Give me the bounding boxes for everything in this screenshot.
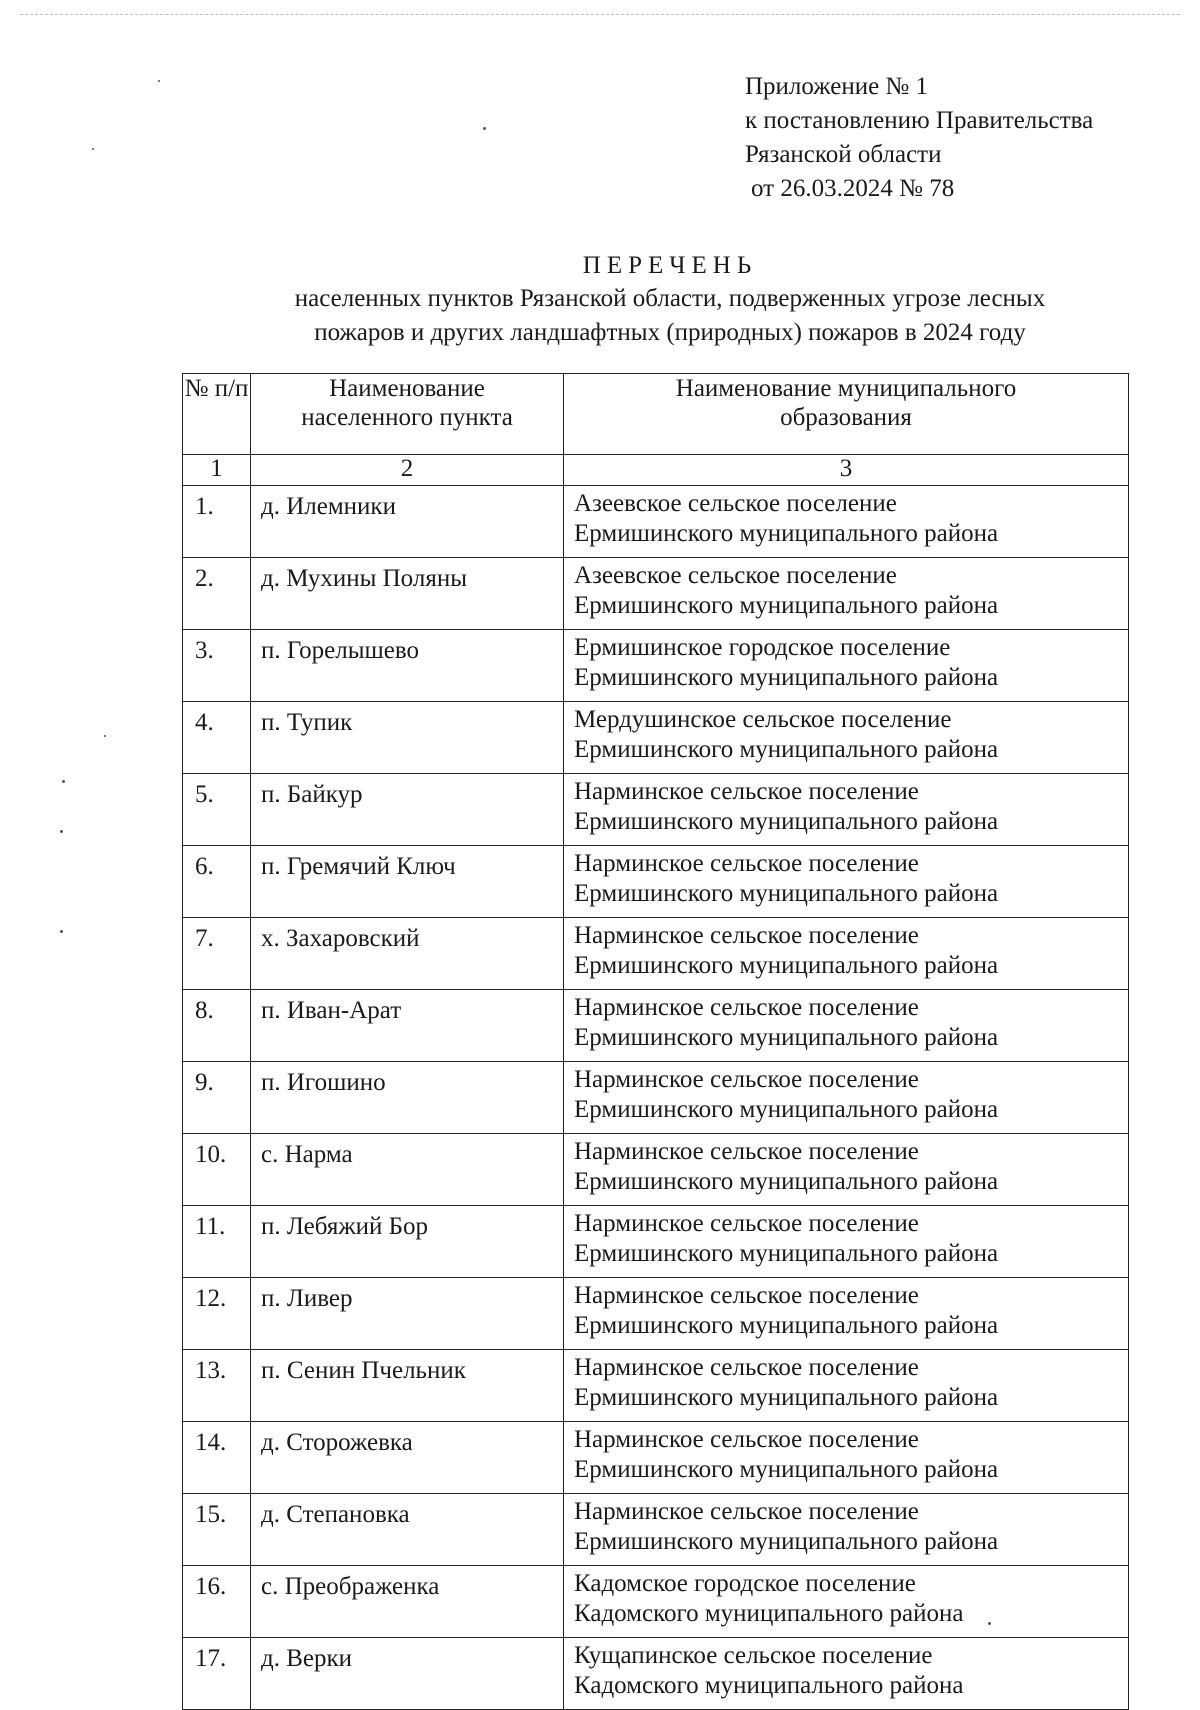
header-municipality-line-2: образования	[780, 404, 912, 431]
row-number: 17.	[183, 1638, 251, 1710]
municipality-cell	[564, 774, 1129, 846]
municipality-district: Ермишинского муниципального района	[574, 952, 999, 979]
row-number: 16.	[183, 1566, 251, 1638]
municipality-cell	[564, 1134, 1129, 1206]
table-row	[183, 1566, 1129, 1638]
row-number: 15.	[183, 1494, 251, 1566]
municipality-cell	[564, 918, 1129, 990]
table-row	[183, 1278, 1129, 1350]
column-number-1: 1	[183, 455, 251, 486]
municipality-settlement: Ермишинское городское поселение	[574, 634, 951, 661]
municipality-cell	[564, 1350, 1129, 1422]
settlement-name: д. Сторожевка	[251, 1422, 564, 1494]
municipality-settlement: Нарминское сельское поселение	[574, 1498, 919, 1525]
municipality-settlement: Нарминское сельское поселение	[574, 1426, 919, 1453]
scan-speck	[988, 1622, 991, 1625]
municipality-cell	[564, 1638, 1129, 1710]
municipality-cell	[564, 702, 1129, 774]
municipality-cell	[564, 1494, 1129, 1566]
municipality-district: Ермишинского муниципального района	[574, 1384, 999, 1411]
appendix-line-2: к постановлению Правительства	[745, 107, 1094, 134]
settlement-name: п. Сенин Пчельник	[251, 1350, 564, 1422]
table-row	[183, 1206, 1129, 1278]
subtitle-line-1: населенных пунктов Рязанской области, подверженных угрозе лесных	[294, 285, 1046, 312]
appendix-line-4: от 26.03.2024 № 78	[751, 175, 955, 202]
row-number: 10.	[183, 1134, 251, 1206]
municipality-district: Ермишинского муниципального района	[574, 1096, 999, 1123]
municipality-cell	[564, 558, 1129, 630]
column-number-row	[183, 455, 1129, 486]
municipality-settlement: Азеевское сельское поселение	[574, 490, 897, 517]
header-municipality	[564, 374, 1129, 455]
row-number: 8.	[183, 990, 251, 1062]
municipality-district: Кадомского муниципального района	[574, 1600, 964, 1627]
settlement-name: п. Лебяжий Бор	[251, 1206, 564, 1278]
scan-speck	[60, 830, 63, 833]
row-number: 1.	[183, 486, 251, 558]
scan-speck	[483, 127, 486, 130]
row-number: 6.	[183, 846, 251, 918]
header-name-line-1: Наименование	[329, 375, 485, 402]
table-row	[183, 558, 1129, 630]
municipality-district: Ермишинского муниципального района	[574, 808, 999, 835]
settlement-name: д. Илемники	[251, 486, 564, 558]
municipality-district: Ермишинского муниципального района	[574, 592, 999, 619]
appendix-block	[745, 70, 1093, 206]
settlement-name: п. Горелышево	[251, 630, 564, 702]
municipality-cell	[564, 1566, 1129, 1638]
scan-top-edge	[20, 14, 1180, 15]
settlement-name: п. Байкур	[251, 774, 564, 846]
table-header-row	[183, 374, 1129, 455]
row-number: 13.	[183, 1350, 251, 1422]
municipality-district: Кадомского муниципального района	[574, 1672, 964, 1699]
appendix-line-1: Приложение № 1	[745, 73, 929, 100]
municipality-district: Ермишинского муниципального района	[574, 1240, 999, 1267]
table-row	[183, 1350, 1129, 1422]
municipality-district: Ермишинского муниципального района	[574, 1168, 999, 1195]
table-row	[183, 486, 1129, 558]
subtitle-line-2: пожаров и других ландшафтных (природных) пожаров в 2024 году	[314, 319, 1026, 346]
table-row	[183, 1494, 1129, 1566]
header-name-line-2: населенного пункта	[301, 404, 513, 431]
municipality-cell	[564, 486, 1129, 558]
municipality-cell	[564, 1062, 1129, 1134]
municipality-cell	[564, 846, 1129, 918]
municipality-settlement: Нарминское сельское поселение	[574, 1138, 919, 1165]
settlement-name: п. Гремячий Ключ	[251, 846, 564, 918]
scan-speck	[92, 148, 94, 150]
header-municipality-line-1: Наименование муниципального	[675, 375, 1017, 402]
municipality-settlement: Нарминское сельское поселение	[574, 1354, 919, 1381]
table-row	[183, 1638, 1129, 1710]
settlements-table	[182, 373, 1129, 1710]
row-number: 9.	[183, 1062, 251, 1134]
settlement-name: п. Ливер	[251, 1278, 564, 1350]
municipality-district: Ермишинского муниципального района	[574, 520, 999, 547]
header-name	[251, 374, 564, 455]
municipality-cell	[564, 1278, 1129, 1350]
row-number: 12.	[183, 1278, 251, 1350]
settlement-name: д. Мухины Поляны	[251, 558, 564, 630]
municipality-settlement: Нарминское сельское поселение	[574, 1066, 919, 1093]
municipality-cell	[564, 1206, 1129, 1278]
table-row	[183, 990, 1129, 1062]
municipality-district: Ермишинского муниципального района	[574, 1024, 999, 1051]
table-row	[183, 774, 1129, 846]
column-number-3: 3	[564, 455, 1129, 486]
municipality-settlement: Нарминское сельское поселение	[574, 1282, 919, 1309]
municipality-district: Ермишинского муниципального района	[574, 664, 999, 691]
municipality-settlement: Мердушинское сельское поселение	[574, 706, 952, 733]
row-number: 4.	[183, 702, 251, 774]
document-title: ПЕРЕЧЕНЬ	[582, 252, 758, 279]
municipality-cell	[564, 630, 1129, 702]
municipality-district: Ермишинского муниципального района	[574, 1456, 999, 1483]
scan-speck	[104, 735, 106, 737]
municipality-settlement: Нарминское сельское поселение	[574, 922, 919, 949]
municipality-settlement: Нарминское сельское поселение	[574, 1210, 919, 1237]
table-row	[183, 918, 1129, 990]
table-row	[183, 702, 1129, 774]
municipality-settlement: Нарминское сельское поселение	[574, 850, 919, 877]
municipality-district: Ермишинского муниципального района	[574, 1528, 999, 1555]
settlement-name: п. Иван-Арат	[251, 990, 564, 1062]
appendix-line-3: Рязанской области	[745, 141, 942, 168]
row-number: 11.	[183, 1206, 251, 1278]
settlement-name: с. Преображенка	[251, 1566, 564, 1638]
scan-speck	[60, 930, 63, 933]
municipality-settlement: Азеевское сельское поселение	[574, 562, 897, 589]
column-number-2: 2	[251, 455, 564, 486]
row-number: 14.	[183, 1422, 251, 1494]
scan-speck	[62, 780, 65, 783]
municipality-district: Ермишинского муниципального района	[574, 1312, 999, 1339]
municipality-cell	[564, 990, 1129, 1062]
municipality-settlement: Кадомское городское поселение	[574, 1570, 916, 1597]
municipality-settlement: Нарминское сельское поселение	[574, 994, 919, 1021]
settlement-name: д. Степановка	[251, 1494, 564, 1566]
table-row	[183, 1134, 1129, 1206]
settlement-name: д. Верки	[251, 1638, 564, 1710]
municipality-district: Ермишинского муниципального района	[574, 880, 999, 907]
municipality-settlement: Нарминское сельское поселение	[574, 778, 919, 805]
row-number: 2.	[183, 558, 251, 630]
scan-speck	[158, 80, 160, 82]
municipality-settlement: Кущапинское сельское поселение	[574, 1642, 933, 1669]
table-row	[183, 630, 1129, 702]
settlement-name: х. Захаровский	[251, 918, 564, 990]
settlement-name: п. Игошино	[251, 1062, 564, 1134]
row-number: 5.	[183, 774, 251, 846]
table-body	[183, 486, 1129, 1710]
settlement-name: с. Нарма	[251, 1134, 564, 1206]
row-number: 7.	[183, 918, 251, 990]
document-subtitle	[200, 282, 1140, 350]
table-row	[183, 1422, 1129, 1494]
row-number: 3.	[183, 630, 251, 702]
table-row	[183, 846, 1129, 918]
municipality-cell	[564, 1422, 1129, 1494]
table-row	[183, 1062, 1129, 1134]
header-num: № п/п	[183, 374, 251, 455]
municipality-district: Ермишинского муниципального района	[574, 736, 999, 763]
settlement-name: п. Тупик	[251, 702, 564, 774]
